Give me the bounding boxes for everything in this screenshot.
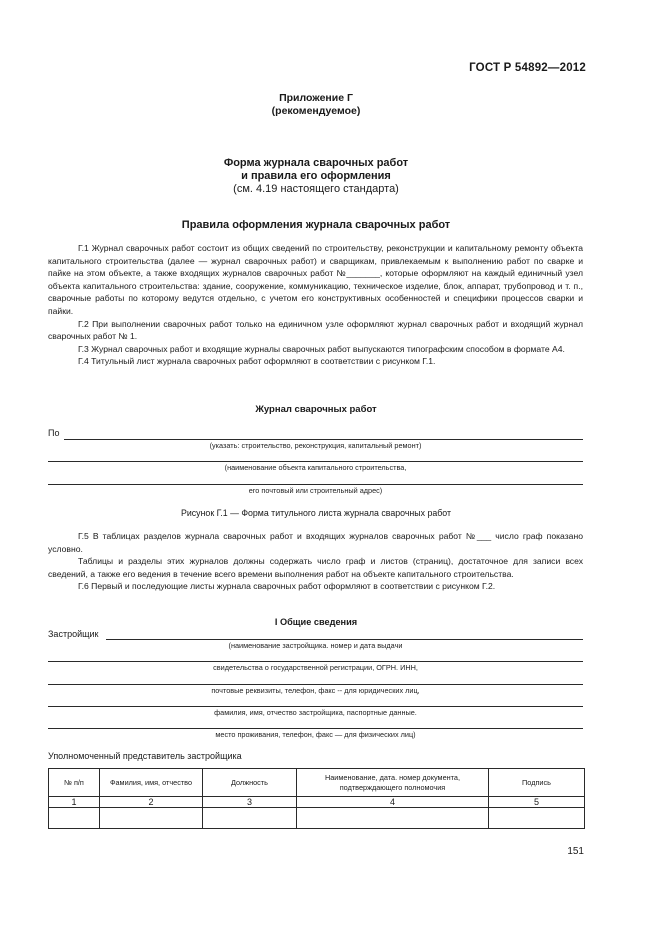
journal-heading: Журнал сварочных работ	[255, 404, 377, 415]
representative-table	[48, 768, 585, 829]
po-line[interactable]	[64, 439, 583, 440]
rule-g2: Г.2 При выполнении сварочных работ только на единичном узле оформляют журнал сварочных работ и входящий журнал сварочных работ № 1.	[48, 318, 583, 342]
appendix-subtitle: (рекомендуемое)	[271, 105, 361, 117]
form-title-line2: и правила его оформления	[241, 170, 391, 182]
rule-g1: Г.1 Журнал сварочных работ состоит из общих сведений по строительству, реконструкции и капитальному ремонту объекта капитального строительства (далее — журнал сварочных работ) и сварщикам, привлекаемым к выполнению работ по сварке и пайке на этом объекте, а также входящих журналов сварочных работ №_______, которые оформляют на каждый единичный узел объекта капитального строительства: здание, сооружение, коммуникацию, техническое изделие, блок, аппарат, трубопровод и т. п., сварочные работы по которому ведутся отдельно, с учетом его конструктивных особенностей и специфики процессов сварки и пайки.	[48, 243, 583, 316]
rule-g6: Г.6 Первый и последующие листы журнала сварочных работ оформляют в соответствии с рисунком Г.2.	[78, 581, 496, 592]
caption-type: (указать: строительство, реконструкция, капитальный ремонт)	[209, 441, 422, 450]
rules-block	[48, 242, 583, 368]
developer-label: Застройщик	[48, 629, 99, 639]
representative-label: Уполномоченный представитель застройщика	[48, 751, 242, 761]
rules2-block	[48, 530, 583, 593]
rule-g5: Г.5 В таблицах разделов журнала сварочных работ и входящих журналов сварочных работ №___ число граф показано условно.	[48, 531, 583, 554]
col-number: 1	[49, 797, 100, 808]
table-number-row	[49, 797, 585, 808]
caption-object: (наименование объекта капитального строительства,	[224, 463, 407, 472]
dev-caption-3: почтовые реквизиты, телефон, факс -- для юридических лиц,	[211, 686, 420, 695]
table-cell[interactable]	[203, 808, 297, 829]
rule-g3: Г.3 Журнал сварочных работ и входящие журналы сварочных работ выпускаются типографским способом в формате А4.	[78, 343, 565, 354]
dev-caption-5: место проживания, телефон, факс — для физических лиц)	[215, 730, 416, 739]
col-header-document: Наименование, дата. номер документа, подтверждающего полномочия	[297, 769, 489, 797]
table-row	[49, 808, 585, 829]
col-header-position: Должность	[203, 769, 297, 797]
col-header-signature: Подпись	[489, 769, 585, 797]
caption-address: его почтовый или строительный адрес)	[248, 486, 383, 495]
address-line[interactable]	[48, 484, 583, 485]
appendix-title: Приложение Г	[279, 92, 353, 104]
dev-caption-4: фамилия, имя, отчество застройщика, паспортные данные.	[214, 708, 417, 717]
col-header-number: № п/п	[49, 769, 100, 797]
dev-line-3[interactable]	[48, 684, 583, 685]
object-line[interactable]	[48, 461, 583, 462]
page-number: 151	[567, 846, 584, 857]
col-number: 5	[489, 797, 585, 808]
dev-caption-1: (наименование застройщика. номер и дата выдачи	[228, 641, 403, 650]
col-header-name: Фамилия, имя, отчество	[100, 769, 203, 797]
form-title-line3: (см. 4.19 настоящего стандарта)	[233, 183, 399, 195]
po-label: По	[48, 428, 60, 438]
table-cell[interactable]	[49, 808, 100, 829]
table-cell[interactable]	[489, 808, 585, 829]
developer-line[interactable]	[106, 639, 583, 640]
dev-caption-2: свидетельства о государственной регистрации, ОГРН. ИНН,	[213, 663, 418, 672]
figure-caption: Рисунок Г.1 — Форма титульного листа журнала сварочных работ	[180, 508, 451, 518]
dev-line-2[interactable]	[48, 661, 583, 662]
table-cell[interactable]	[297, 808, 489, 829]
table-cell[interactable]	[100, 808, 203, 829]
table-header-row	[49, 769, 585, 797]
dev-line-4[interactable]	[48, 706, 583, 707]
rule-g5b: Таблицы и разделы этих журналов должны содержать число граф и листов (страниц), достаточное для записи всех сведений, а также его ведения в течение всего времени выполнения работ на объекте капитального строительства.	[48, 556, 583, 579]
col-number: 3	[203, 797, 297, 808]
rule-g4: Г.4 Титульный лист журнала сварочных работ оформляют в соответствии с рисунком Г.1.	[78, 356, 436, 367]
form-title-line1: Форма журнала сварочных работ	[223, 157, 409, 169]
general-heading: I Общие сведения	[274, 617, 358, 627]
col-number: 2	[100, 797, 203, 808]
standard-header: ГОСТ Р 54892—2012	[469, 62, 586, 74]
dev-line-5[interactable]	[48, 728, 583, 729]
col-number: 4	[297, 797, 489, 808]
rules-heading: Правила оформления журнала сварочных работ	[181, 219, 451, 231]
